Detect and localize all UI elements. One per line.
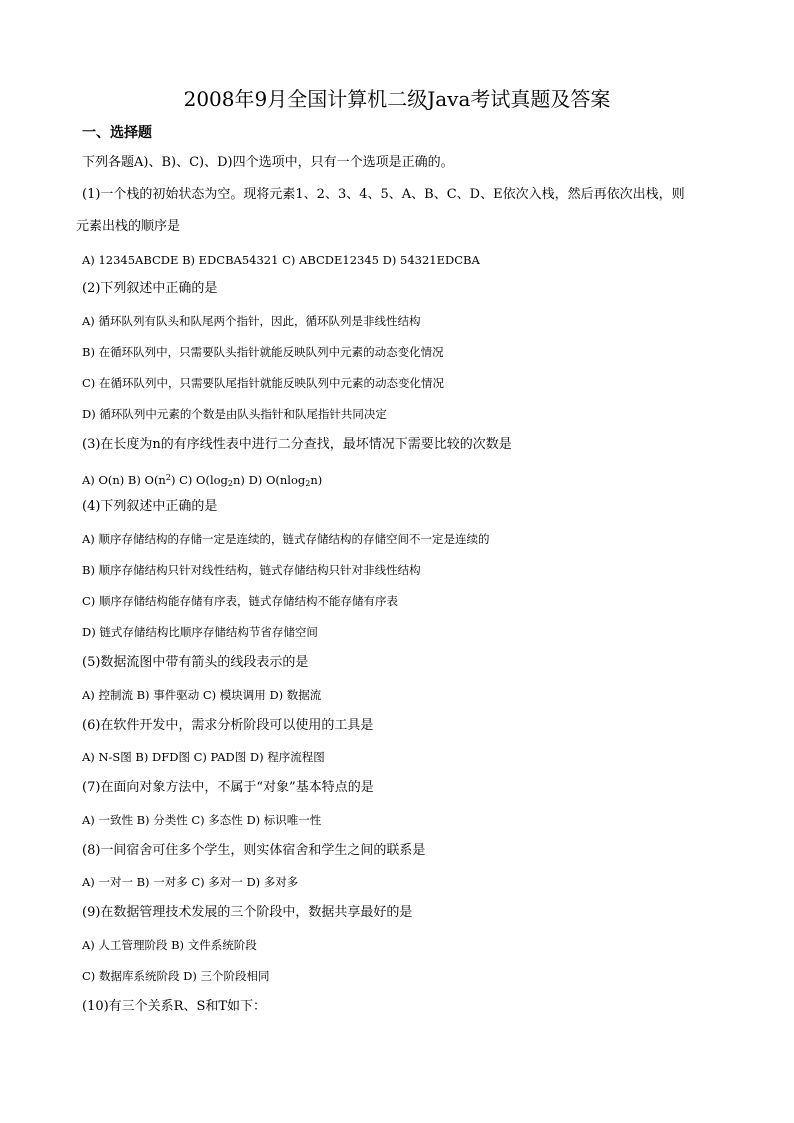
question-4-option-c: C) 顺序存储结构能存储有序表，链式存储结构不能存储有序表	[82, 594, 398, 608]
page-title: 2008年9月全国计算机二级Java考试真题及答案	[183, 87, 611, 111]
section-heading: 一、选择题	[82, 125, 152, 141]
question-8-options: A) 一对一 B) 一对多 C) 多对一 D) 多对多	[82, 875, 299, 889]
question-4-option-a: A) 顺序存储结构的存储一定是连续的，链式存储结构的存储空间不一定是连续的	[82, 532, 490, 546]
question-8-stem: (8)一间宿舍可住多个学生，则实体宿舍和学生之间的联系是	[82, 843, 426, 858]
question-2-option-d: D) 循环队列中元素的个数是由队头指针和队尾指针共同决定	[82, 407, 387, 421]
instructions: 下列各题A)、B)、C)、D)四个选项中，只有一个选项是正确的。	[82, 155, 454, 170]
question-9-stem: (9)在数据管理技术发展的三个阶段中，数据共享最好的是	[82, 905, 413, 920]
question-3-stem: (3)在长度为n的有序线性表中进行二分查找，最坏情况下需要比较的次数是	[82, 437, 512, 452]
question-10-stem: (10)有三个关系R、S和T如下：	[82, 999, 267, 1014]
question-3-option-c: C) $O(\log_2n)$	[179, 473, 249, 488]
question-7-options: A) 一致性 B) 分类性 C) 多态性 D) 标识唯一性	[82, 813, 322, 827]
question-9-options-line-2: C) 数据库系统阶段 D) 三个阶段相同	[82, 969, 270, 983]
question-2-option-a: A) 循环队列有队头和队尾两个指针，因此，循环队列是非线性结构	[82, 314, 421, 328]
question-6-stem: (6)在软件开发中，需求分析阶段可以使用的工具是	[82, 718, 374, 733]
question-3-option-b: B) $O(n^2)$	[127, 473, 180, 487]
question-4-option-d: D) 链式存储结构比顺序存储结构节省存储空间	[82, 625, 318, 639]
question-2-option-b: B) 在循环队列中，只需要队头指针就能反映队列中元素的动态变化情况	[82, 345, 444, 359]
question-1-options: A) 12345ABCDE B) EDCBA54321 C) ABCDE12345 D) 54321EDCBA	[82, 253, 480, 267]
question-5-stem: (5)数据流图中带有箭头的线段表示的是	[82, 655, 309, 670]
question-1-stem-line-2: 元素出栈的顺序是	[76, 219, 181, 234]
question-3-option-a: A) O(n)	[82, 473, 128, 487]
question-6-options: A) N-S图 B) DFD图 C) PAD图 D) 程序流程图	[82, 750, 325, 764]
question-1-stem-line-1: (1)一个栈的初始状态为空。现将元素1、2、3、4、5、A、B、C、D、E依次入栈，然后再依次出栈，则	[82, 187, 685, 202]
question-2-stem: (2)下列叙述中正确的是	[82, 281, 218, 296]
question-5-options: A) 控制流 B) 事件驱动 C) 模块调用 D) 数据流	[82, 688, 322, 702]
question-2-option-c: C) 在循环队列中，只需要队尾指针就能反映队列中元素的动态变化情况	[82, 376, 444, 390]
question-4-stem: (4)下列叙述中正确的是	[82, 499, 218, 514]
question-3-option-d: D) O(nlog$_2$n)	[248, 473, 323, 488]
question-9-options-line-1: A) 人工管理阶段 B) 文件系统阶段	[82, 938, 257, 952]
question-3-options	[82, 468, 322, 494]
question-7-stem: (7)在面向对象方法中，不属于“对象”基本特点的是	[82, 780, 374, 795]
question-4-option-b: B) 顺序存储结构只针对线性结构，链式存储结构只针对非线性结构	[82, 563, 421, 577]
